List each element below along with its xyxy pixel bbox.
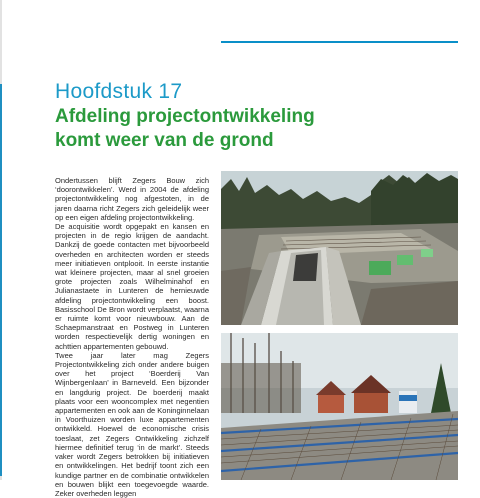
header-rule: [221, 41, 458, 43]
body-paragraph: De acquisitie wordt opgepakt en kansen en projecten in de regio krijgen de aandacht. Dankzij de goede contacten met bijvoorbeeld overheden en architecten worden er steeds meer initiatieven ontplooit. In eerste instantie wat kleinere projecten, maar al snel groeien grote projecten zoals Wilhelminahof en Julianastaete in Lunteren de hernieuwde afdeling projectontwikkeling een boost. Basisschool De Bron wordt verplaatst, waarna er ruimte komt voor nieuwbouw. Aan de Schaepmanstraat en Postweg in Lunteren worden respectievelijk dertig woningen en achttien appartementen gebouwd.: [55, 222, 209, 351]
chapter-title: [55, 105, 355, 153]
construction-site-image: [221, 171, 458, 325]
chapter-title-line-1: Afdeling projectontwikkeling: [55, 106, 315, 127]
body-paragraph: Twee jaar later mag Zegers Projectontwikkeling zich onder andere buigen over het project ‘Boerderij Van Wijnbergenlaan’ in Barneveld. Een bijzonder en langdurig project. De boerderij maakt plaats voor een wooncomplex met negentien appartementen en ook aan de Koninginnelaan in Voorthuizen worden luxe appartementen ontwikkeld. Hoewel de economische crisis toeslaat, zet Zegers Ontwikkeling zichzelf hiermee definitief terug ‘in de markt’. Steeds vaker wordt Zegers betrokken bij initiatieven en ontwikkelingen. Het bedrijf toont zich een kundige partner en de combinatie ontwikkelen en bouwen blijkt een toegevoegde waarde. Zeker overheden leggen: [55, 350, 209, 498]
rebar-slab-photo: [221, 333, 458, 480]
construction-site-photo: [221, 171, 458, 325]
body-paragraph: Ondertussen blijft Zegers Bouw zich ‘doorontwikkelen’. Werd in 2004 de afdeling projectontwikkeling nog afgestoten, in de jaren daarna richt Zegers zich geleidelijk weer op een eigen afdeling projectontwikkeling.: [55, 176, 209, 222]
chapter-label: Hoofdstuk 17: [55, 80, 183, 103]
body-text: [55, 176, 209, 498]
chapter-title-line-2: komt weer van de grond: [55, 130, 274, 151]
left-margin-bar: [0, 84, 2, 476]
rebar-slab-image: [221, 333, 458, 480]
